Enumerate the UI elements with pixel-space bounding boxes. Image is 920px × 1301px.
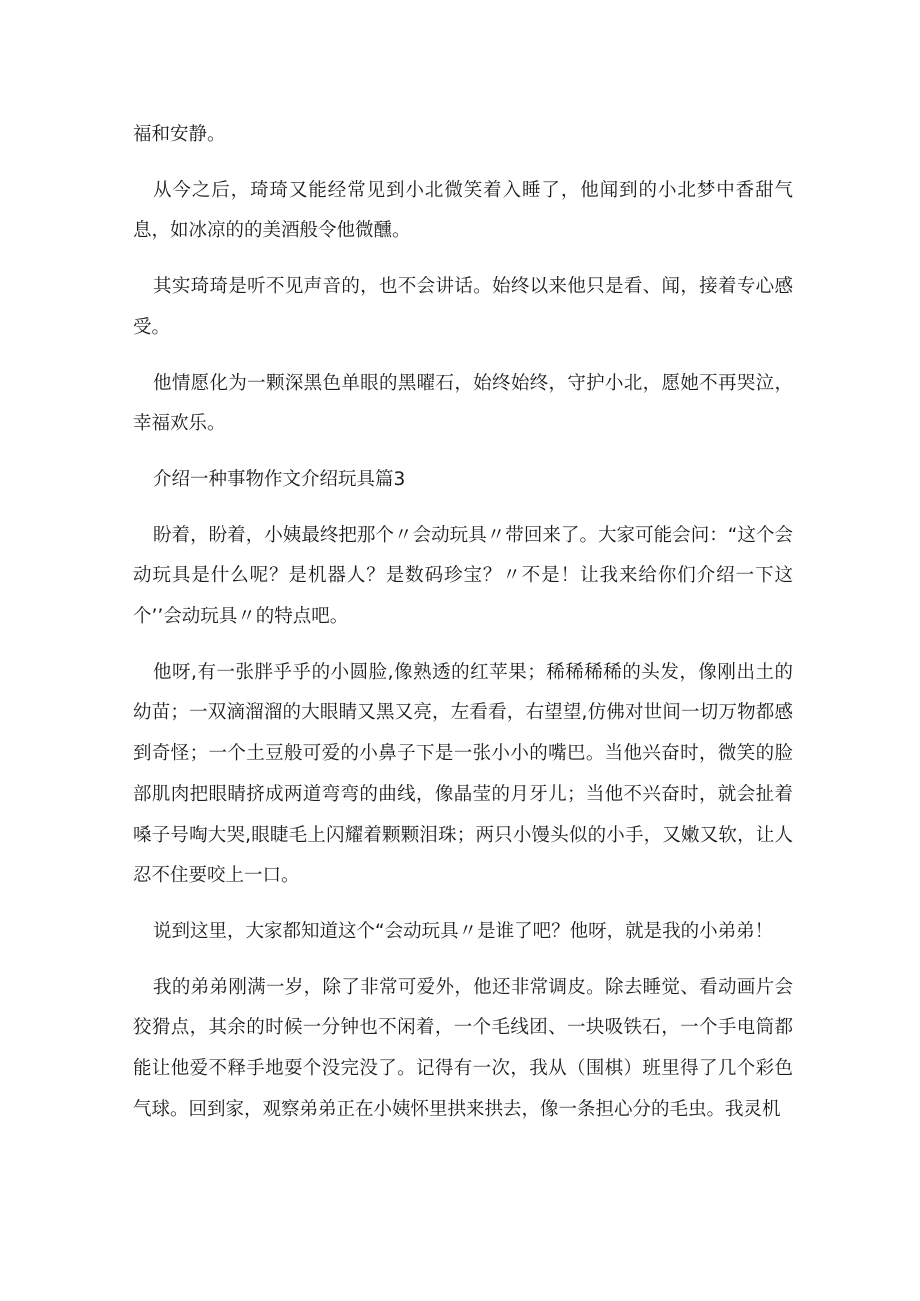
- paragraph-2: 从今之后，琦琦又能经常见到小北微笑着入睡了，他闻到的小北梦中香甜气息，如冰凉的的美酒般令他微醺。: [133, 179, 793, 242]
- paragraph-1: 福和安静。: [133, 124, 226, 145]
- paragraph-3: 其实琦琦是听不见声音的，也不会讲话。始终以来他只是看、闻，接着专心感受。: [133, 276, 793, 338]
- section-heading: 介绍一种事物作文介绍玩具篇3: [153, 468, 406, 490]
- paragraph-6: 他呀,有一张胖乎乎的小圆脸,像熟透的红苹果；稀稀稀稀的头发，像刚出土的幼苗；一双滴溜溜的大眼睛又黑又亮，左看看，右望望,仿佛对世间一切万物都感到奇怪；一个土豆般可爱的小鼻子下是一张小小的嘴巴。当他兴奋时，微笑的脸部肌肉把眼睛挤成两道弯弯的曲线，像晶莹的月牙儿；当他不兴奋时，就会扯着嗓子号啕大哭,眼睫毛上闪耀着颗颗泪珠；两只小馒头似的小手，又嫩又软，让人忍不住要咬上一口。: [133, 661, 793, 887]
- paragraph-7: 说到这里，大家都知道这个“会动玩具〃是谁了吧？他呀，就是我的小弟弟！: [153, 920, 774, 942]
- paragraph-5: 盼着，盼着，小姨最终把那个〃会动玩具〃带回来了。大家可能会问：“这个会动玩具是什么呢？是机器人？是数码珍宝？〃不是！让我来给你们介绍一下这个’’会动玩具〃的特点吧。: [133, 524, 793, 628]
- paragraph-8: 我的弟弟刚满一岁，除了非常可爱外，他还非常调皮。除去睡觉、看动画片会狡猾点，其余的时候一分钟也不闲着，一个毛线团、一块吸铁石，一个手电筒都能让他爱不释手地耍个没完没了。记得有一次，我从（围棋）班里得了几个彩色气球。回到家，观察弟弟正在小姨怀里拱来拱去，像一条担心分的毛虫。我灵机: [133, 976, 793, 1120]
- paragraph-4: 他情愿化为一颗深黑色单眼的黑曜石，始终始终，守护小北，愿她不再哭泣，幸福欢乐。: [133, 372, 793, 435]
- document-body: [133, 115, 793, 1145]
